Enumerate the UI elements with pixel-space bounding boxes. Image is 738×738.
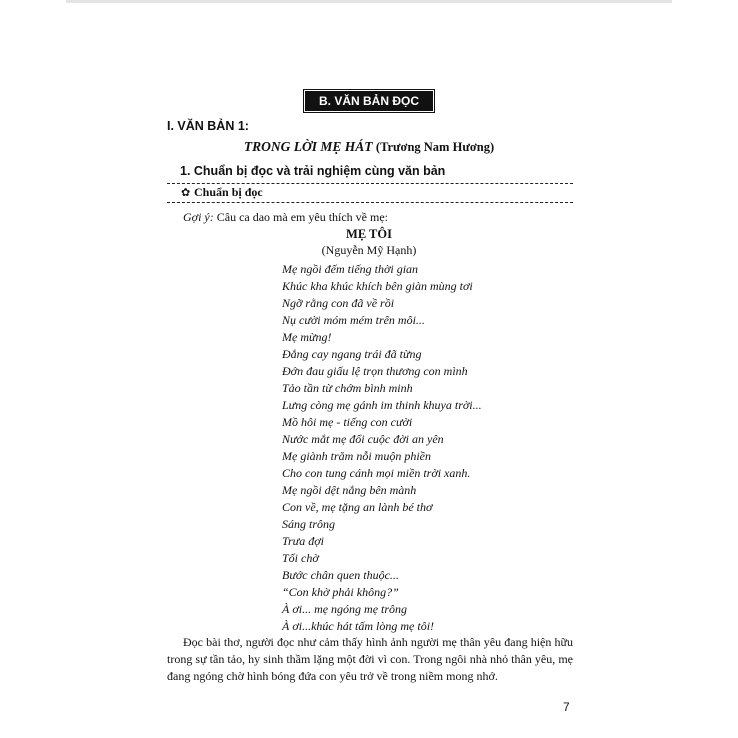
poem-line: “Con khờ phải không?” (282, 585, 399, 599)
poem-line: Sáng trông (282, 517, 336, 531)
poem-author: (Nguyễn Mỹ Hạnh) (321, 243, 417, 257)
poem-line: Khúc kha khúc khích bên giàn mùng tơi (282, 279, 473, 293)
text-title: TRONG LỜI MẸ HÁT (243, 139, 373, 154)
poem-line: Mồ hôi mẹ - tiếng con cười (282, 415, 413, 429)
poem-title: MẸ TÔI (346, 227, 392, 241)
poem-line: Nước mắt mẹ đổi cuộc đời an yên (282, 432, 444, 446)
poem-line: Con về, mẹ tặng an lành bé thơ (282, 500, 433, 514)
prep-reading-box (167, 183, 573, 203)
poem-line: Cho con tung cánh mọi miền trời xanh. (282, 466, 471, 480)
page-number: 7 (563, 700, 570, 714)
commentary-paragraph: Đọc bài thơ, người đọc như cảm thấy hình ảnh người mẹ thân yêu đang hiện hữu trong sự tần tảo, hy sinh thầm lặng một đời vì con. Trong ngôi nhà nhỏ thân yêu, mẹ đang ngóng chờ hình bóng đứa con yêu trở về trong niềm mong nhớ. (167, 635, 573, 683)
poem-line: Bước chân quen thuộc... (282, 568, 399, 582)
poem-line: Đớn đau giấu lệ trọn thương con mình (282, 364, 468, 378)
poem-line: Tối chờ (282, 551, 319, 565)
poem-line: À ơi... mẹ ngóng mẹ trông (282, 602, 408, 616)
subsection-heading: 1. Chuẩn bị đọc và trải nghiệm cùng văn bản (180, 164, 446, 178)
poem-lines (282, 261, 482, 635)
poem-line: Mẹ giành trăm nỗi muộn phiền (282, 449, 431, 463)
hint-line (183, 210, 388, 225)
text-author: (Trương Nam Hương) (375, 140, 495, 154)
poem-line: Lưng còng mẹ gánh im thinh khuya trời... (282, 398, 482, 412)
prep-reading-label: Chuẩn bị đọc (194, 185, 263, 199)
poem-line: À ơi...khúc hát tấm lòng mẹ tôi! (282, 619, 435, 633)
poem-line: Tảo tần từ chớm bình minh (282, 381, 413, 395)
poem-line: Mẹ mừng! (282, 330, 332, 344)
poem-line: Mẹ ngồi dệt nắng bên mành (282, 483, 417, 497)
flower-icon: ✿ (181, 186, 191, 199)
text-title-line (0, 139, 738, 155)
hint-label: Gợi ý: (183, 210, 214, 224)
top-border (66, 0, 672, 3)
hint-text: Câu ca dao mà em yêu thích về mẹ: (213, 210, 389, 224)
poem-line: Mẹ ngồi đếm tiếng thời gian (282, 262, 419, 276)
poem-line: Đắng cay ngang trái đã từng (282, 347, 422, 361)
poem-line: Ngỡ rằng con đã về rồi (282, 296, 395, 310)
poem-line: Trưa đợi (282, 534, 324, 548)
section-banner: B. VĂN BẢN ĐỌC (306, 92, 432, 110)
text-heading: I. VĂN BẢN 1: (167, 119, 249, 133)
poem-line: Nụ cười móm mém trên môi... (282, 313, 425, 327)
